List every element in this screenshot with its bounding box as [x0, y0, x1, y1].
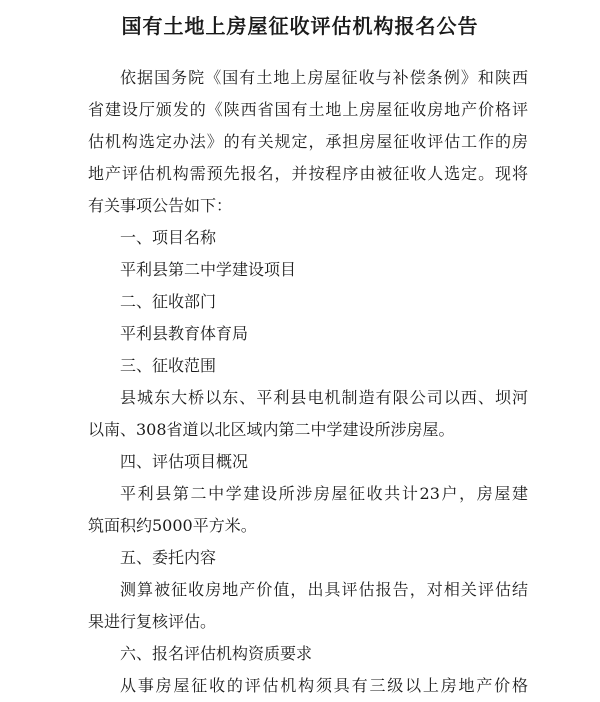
section-heading: 五、委托内容: [120, 548, 217, 567]
document-title: 国有土地上房屋征收评估机构报名公告: [121, 14, 479, 38]
section-text: 筑面积约5000平方米。: [88, 516, 257, 535]
section-heading: 三、征收范围: [120, 356, 217, 375]
section-heading: 四、评估项目概况: [120, 452, 249, 471]
section-heading: 一、项目名称: [120, 228, 217, 247]
intro-line: 地产评估机构需预先报名，并按程序由被征收人选定。现将: [88, 164, 528, 183]
section-text: 以南、308省道以北区域内第二中学建设所涉房屋。: [88, 420, 455, 439]
section-heading: 六、报名评估机构资质要求: [120, 644, 313, 663]
section-text: 从事房屋征收的评估机构须具有三级以上房地产价格: [120, 676, 528, 695]
section-text: 果进行复核评估。: [88, 612, 217, 631]
intro-line: 有关事项公告如下：: [88, 196, 233, 215]
section-text: 测算被征收房地产价值，出具评估报告，对相关评估结: [120, 580, 528, 599]
section-text: 平利县第二中学建设所涉房屋征收共计23户，房屋建: [120, 484, 528, 503]
section-text: 平利县第二中学建设项目: [120, 260, 297, 279]
document-body: [88, 62, 528, 702]
section-text: 平利县教育体育局: [120, 324, 249, 343]
section-text: 县城东大桥以东、平利县电机制造有限公司以西、坝河: [120, 388, 528, 407]
intro-line: 依据国务院《国有土地上房屋征收与补偿条例》和陕西: [120, 68, 528, 87]
intro-line: 省建设厅颁发的《陕西省国有土地上房屋征收房地产价格评: [88, 100, 528, 119]
intro-line: 估机构选定办法》的有关规定，承担房屋征收评估工作的房: [88, 132, 528, 151]
section-heading: 二、征收部门: [120, 292, 217, 311]
